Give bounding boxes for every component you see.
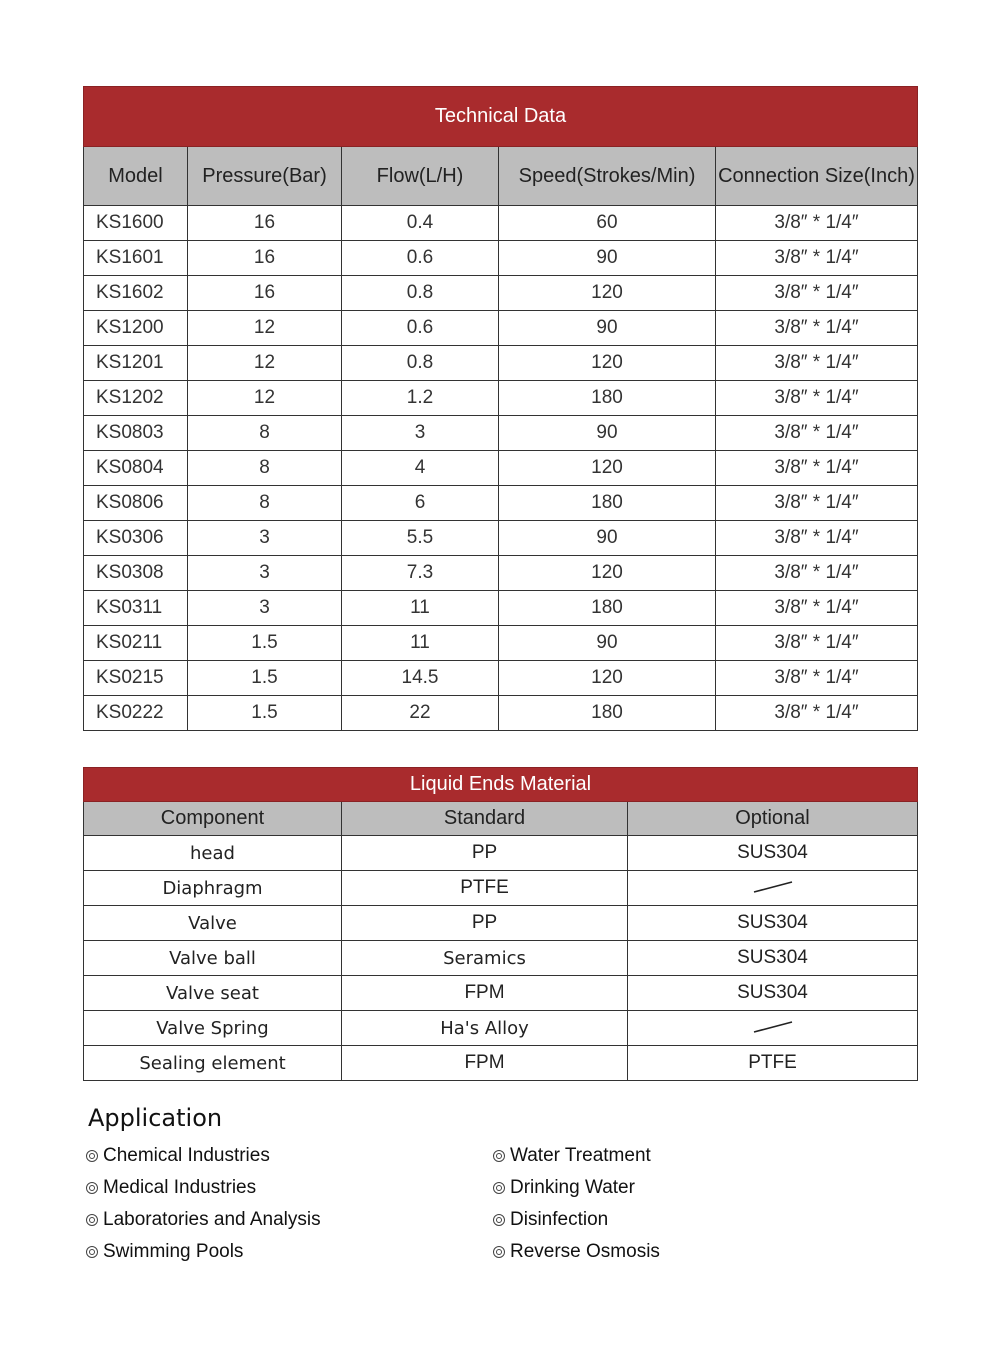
table-cell: KS0306 [84, 521, 188, 556]
table-cell: 3/8″ * 1/4″ [716, 346, 918, 381]
table-cell: 4 [342, 451, 499, 486]
table-cell: 3/8″ * 1/4″ [716, 521, 918, 556]
application-label: Disinfection [510, 1209, 609, 1230]
application-item [86, 1177, 256, 1199]
table-cell: 90 [499, 416, 716, 451]
table-row [84, 836, 918, 871]
application-label: Water Treatment [510, 1145, 651, 1166]
table-row [84, 311, 918, 346]
table-cell: 14.5 [342, 661, 499, 696]
table-cell: 16 [188, 241, 342, 276]
table-cell: 180 [499, 486, 716, 521]
application-label: Laboratories and Analysis [103, 1209, 321, 1230]
not-applicable-cell [628, 871, 918, 906]
table-cell: 8 [188, 416, 342, 451]
table-cell: 1.5 [188, 626, 342, 661]
table-cell: 6 [342, 486, 499, 521]
table-cell: 7.3 [342, 556, 499, 591]
table-cell: 5.5 [342, 521, 499, 556]
application-item [493, 1209, 608, 1231]
table-cell: head [84, 836, 342, 871]
table-cell: KS1602 [84, 276, 188, 311]
table-cell: KS0222 [84, 696, 188, 731]
table-cell: 3/8″ * 1/4″ [716, 416, 918, 451]
application-item [493, 1241, 660, 1263]
application-label: Swimming Pools [103, 1241, 244, 1262]
table-cell: KS0311 [84, 591, 188, 626]
table-cell: KS1600 [84, 206, 188, 241]
application-label: Reverse Osmosis [510, 1241, 660, 1262]
table-cell: 3/8″ * 1/4″ [716, 451, 918, 486]
table-row [84, 451, 918, 486]
table-cell: 180 [499, 591, 716, 626]
table-cell: 12 [188, 381, 342, 416]
not-applicable-cell [628, 1011, 918, 1046]
table-cell: FPM [342, 1046, 628, 1081]
application-heading: Application [88, 1104, 223, 1132]
table-cell: 3/8″ * 1/4″ [716, 276, 918, 311]
column-header: Optional [628, 802, 918, 836]
table-cell: 120 [499, 346, 716, 381]
table-cell: KS1200 [84, 311, 188, 346]
table-cell: SUS304 [628, 906, 918, 941]
column-header: Standard [342, 802, 628, 836]
table-cell: KS0215 [84, 661, 188, 696]
application-item [493, 1177, 635, 1199]
circle-bullet-icon [493, 1214, 505, 1226]
table-row [84, 696, 918, 731]
table-cell: KS0806 [84, 486, 188, 521]
circle-bullet-icon [493, 1150, 505, 1162]
table-cell: 90 [499, 521, 716, 556]
table-row [84, 661, 918, 696]
table-cell: Sealing element [84, 1046, 342, 1081]
column-header: Connection Size(Inch) [716, 147, 918, 206]
table-cell: 180 [499, 381, 716, 416]
liquid-ends-title: Liquid Ends Material [84, 768, 918, 802]
table-cell: SUS304 [628, 941, 918, 976]
table-row [84, 1046, 918, 1081]
table-cell: 0.8 [342, 276, 499, 311]
table-cell: 22 [342, 696, 499, 731]
table-cell: 16 [188, 206, 342, 241]
table-cell: PTFE [342, 871, 628, 906]
table-cell: 3/8″ * 1/4″ [716, 556, 918, 591]
table-cell: Valve seat [84, 976, 342, 1011]
table-cell: 3 [342, 416, 499, 451]
table-cell: 3/8″ * 1/4″ [716, 241, 918, 276]
slash-icon [752, 1020, 794, 1034]
table-cell: 3 [188, 521, 342, 556]
technical-data-table [83, 86, 918, 731]
table-cell: 3 [188, 591, 342, 626]
table-cell: 3/8″ * 1/4″ [716, 206, 918, 241]
application-item [86, 1209, 321, 1231]
table-row [84, 941, 918, 976]
table-row [84, 276, 918, 311]
table-cell: 90 [499, 241, 716, 276]
table-cell: KS0803 [84, 416, 188, 451]
table-cell: 3/8″ * 1/4″ [716, 696, 918, 731]
column-header: Pressure(Bar) [188, 147, 342, 206]
table-cell: 3/8″ * 1/4″ [716, 486, 918, 521]
table-cell: KS0211 [84, 626, 188, 661]
table-cell: 3/8″ * 1/4″ [716, 311, 918, 346]
table-row [84, 521, 918, 556]
table-cell: PTFE [628, 1046, 918, 1081]
table-cell: 0.8 [342, 346, 499, 381]
table-row [84, 346, 918, 381]
technical-data-title: Technical Data [84, 87, 918, 147]
table-cell: 120 [499, 661, 716, 696]
table-cell: KS0804 [84, 451, 188, 486]
table-cell: Ha's Alloy [342, 1011, 628, 1046]
column-header: Flow(L/H) [342, 147, 499, 206]
table-cell: SUS304 [628, 836, 918, 871]
circle-bullet-icon [86, 1246, 98, 1258]
table-cell: 8 [188, 451, 342, 486]
table-cell: KS1202 [84, 381, 188, 416]
circle-bullet-icon [493, 1182, 505, 1194]
table-cell: 60 [499, 206, 716, 241]
table-cell: 8 [188, 486, 342, 521]
table-cell: KS1601 [84, 241, 188, 276]
table-cell: 3 [188, 556, 342, 591]
application-label: Medical Industries [103, 1177, 257, 1198]
table-cell: Valve Spring [84, 1011, 342, 1046]
table-row [84, 381, 918, 416]
application-item [493, 1145, 651, 1167]
table-row [84, 591, 918, 626]
table-row [84, 486, 918, 521]
table-cell: 90 [499, 626, 716, 661]
slash-icon [752, 880, 794, 894]
table-cell: 180 [499, 696, 716, 731]
table-cell: 1.5 [188, 696, 342, 731]
table-cell: PP [342, 906, 628, 941]
table-cell: 0.6 [342, 241, 499, 276]
table-cell: 11 [342, 626, 499, 661]
table-row [84, 626, 918, 661]
column-header: Speed(Strokes/Min) [499, 147, 716, 206]
table-cell: 3/8″ * 1/4″ [716, 591, 918, 626]
table-cell: 120 [499, 556, 716, 591]
table-cell: 120 [499, 276, 716, 311]
circle-bullet-icon [86, 1150, 98, 1162]
circle-bullet-icon [86, 1182, 98, 1194]
table-row [84, 871, 918, 906]
circle-bullet-icon [86, 1214, 98, 1226]
table-cell: 3/8″ * 1/4″ [716, 626, 918, 661]
table-cell: 12 [188, 346, 342, 381]
table-cell: 12 [188, 311, 342, 346]
table-cell: SUS304 [628, 976, 918, 1011]
application-label: Drinking Water [510, 1177, 635, 1198]
column-header: Model [84, 147, 188, 206]
table-row [84, 906, 918, 941]
column-header: Component [84, 802, 342, 836]
circle-bullet-icon [493, 1246, 505, 1258]
table-cell: Diaphragm [84, 871, 342, 906]
table-cell: 11 [342, 591, 499, 626]
table-cell: 120 [499, 451, 716, 486]
table-cell: 0.6 [342, 311, 499, 346]
table-cell: Valve ball [84, 941, 342, 976]
table-cell: 1.5 [188, 661, 342, 696]
table-row [84, 976, 918, 1011]
table-cell: 3/8″ * 1/4″ [716, 381, 918, 416]
table-row [84, 1011, 918, 1046]
table-cell: KS1201 [84, 346, 188, 381]
application-item [86, 1145, 270, 1167]
application-item [86, 1241, 243, 1263]
table-row [84, 416, 918, 451]
table-cell: 90 [499, 311, 716, 346]
table-row [84, 556, 918, 591]
table-cell: Valve [84, 906, 342, 941]
table-cell: Seramics [342, 941, 628, 976]
table-cell: KS0308 [84, 556, 188, 591]
table-cell: 3/8″ * 1/4″ [716, 661, 918, 696]
table-cell: 0.4 [342, 206, 499, 241]
liquid-ends-material-table [83, 767, 918, 1081]
table-cell: FPM [342, 976, 628, 1011]
application-label: Chemical Industries [103, 1145, 270, 1166]
table-row [84, 241, 918, 276]
table-cell: PP [342, 836, 628, 871]
table-row [84, 206, 918, 241]
table-cell: 1.2 [342, 381, 499, 416]
table-cell: 16 [188, 276, 342, 311]
